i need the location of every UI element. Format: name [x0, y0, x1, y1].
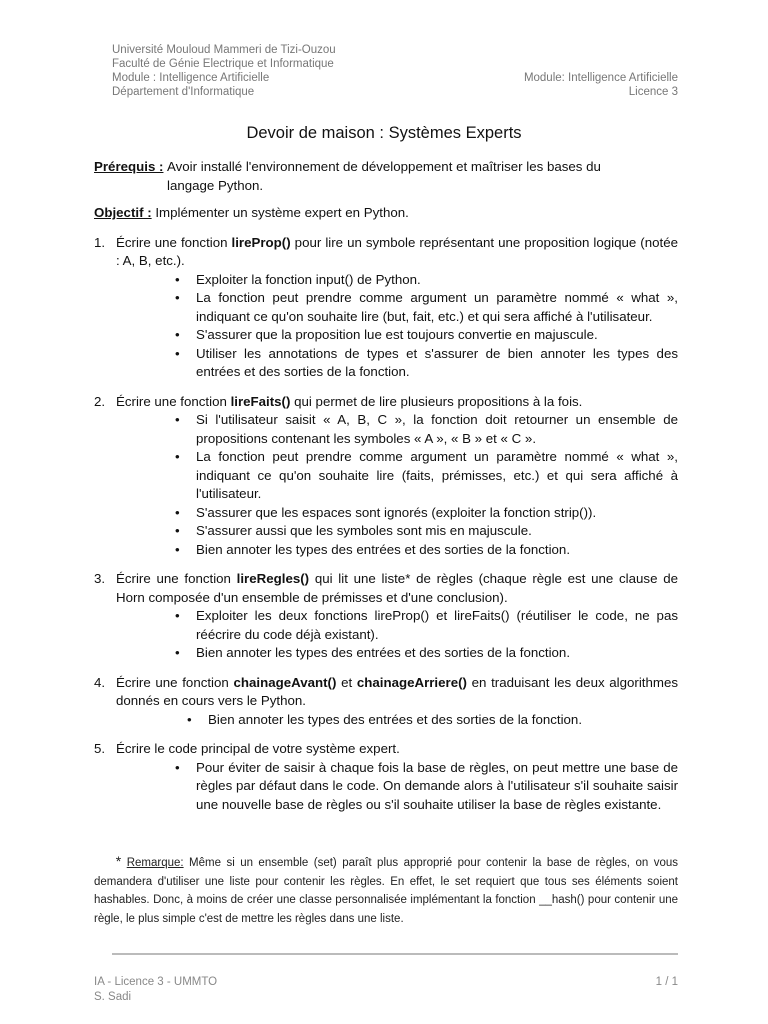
- faculty-name: Faculté de Génie Electrique et Informatique: [112, 58, 334, 70]
- bullet-item: • S'assurer aussi que les symboles sont mis en majuscule.: [174, 522, 678, 541]
- function-name: lireRegles(): [236, 571, 310, 586]
- document-body: [94, 158, 678, 825]
- item-bullets: [174, 271, 678, 382]
- bullet-item: • Pour éviter de saisir à chaque fois la base de règles, on peut mettre une base de règles par défaut dans le code. On demande alors à l'utilisateur s'il souhaite saisir une nouvelle base de règles ou s'il souhaite utiliser la base de règles existante.: [174, 759, 678, 815]
- module-right: Module: Intelligence Artificielle: [523, 72, 678, 84]
- function-name: chainageAvant(): [233, 674, 337, 690]
- item-number: 3.: [94, 571, 106, 586]
- footer-author: S. Sadi: [94, 991, 132, 1003]
- department-name: Département d'Informatique: [112, 86, 255, 98]
- document-title: Devoir de maison : Systèmes Experts: [246, 124, 522, 142]
- objectif-text: Implémenter un système expert en Python.: [151, 205, 409, 220]
- item-number: 1.: [94, 234, 106, 250]
- exercise-item: [94, 570, 678, 663]
- function-name: lireFaits(): [230, 393, 291, 409]
- header-row-module: [112, 71, 678, 85]
- function-name: chainageArriere(): [356, 674, 467, 690]
- exercise-item: [94, 674, 678, 730]
- footer-row: [94, 975, 678, 990]
- prerequis-text-line2: langage Python.: [167, 177, 264, 193]
- bullet-item: • S'assurer que la proposition lue est toujours convertie en majuscule.: [174, 326, 678, 345]
- bullet-item: • Bien annoter les types des entrées et des sorties de la fonction.: [174, 644, 678, 663]
- bullet-item: • La fonction peut prendre comme argument un paramètre nommé « what », indiquant ce qu'on souhaite lire (but, fait, etc.) et qui sera affiché à l'utilisateur.: [174, 289, 678, 326]
- remark-text: Même si un ensemble (set) paraît plus approprié pour contenir la base de règles, on vous demandera d'utiliser une liste pour contenir les règles. En effet, le set requiert que tous ses éléments soient hashables. Donc, à moins de créer une classe personnalisée implémentant la fonction __hash() pour contenir une règle, le plus simple c'est de mettre les règles dans une liste.: [94, 857, 678, 925]
- item-text: Écrire une fonction lireRegles() qui lit une liste* de règles (chaque règle est une clause de Horn composée d'un ensemble de prémisses et d'une conclusion).: [116, 571, 678, 605]
- bullet-item: • S'assurer que les espaces sont ignorés (exploiter la fonction strip()).: [174, 504, 678, 523]
- document-header: [112, 43, 678, 99]
- item-bullets: [174, 759, 678, 815]
- item-text: Écrire une fonction chainageAvant() et chainageArriere() en traduisant les deux algorithmes donnés en cours vers le Python.: [116, 674, 679, 708]
- item-text: Écrire le code principal de votre système expert.: [116, 741, 400, 756]
- document-footer: [94, 975, 678, 1005]
- exercise-item: [94, 234, 678, 382]
- objectif-label: Objectif :: [94, 205, 152, 220]
- item-number: 2.: [94, 393, 106, 409]
- bullet-item: • Bien annoter les types des entrées et des sorties de la fonction.: [186, 711, 678, 730]
- header-row-department: [112, 85, 678, 99]
- item-bullets: [174, 411, 678, 559]
- bullet-item: • Exploiter les deux fonctions lireProp() et lireFaits() (réutiliser le code, ne pas réécrire du code déjà existant).: [174, 607, 678, 644]
- exercise-item: [94, 740, 678, 814]
- university-name: Université Mouloud Mammeri de Tizi-Ouzou: [112, 44, 336, 56]
- prerequis-label: Prérequis :: [94, 159, 164, 174]
- prerequis-section: [94, 158, 678, 177]
- bullet-item: • Bien annoter les types des entrées et des sorties de la fonction.: [174, 541, 678, 560]
- item-number: 4.: [94, 674, 106, 690]
- item-bullets: [186, 711, 678, 730]
- page-number: 1 / 1: [655, 976, 678, 988]
- bullet-item: • Si l'utilisateur saisit « A, B, C », la fonction doit retourner un ensemble de propositions contenant les symboles « A », « B » et « C ».: [174, 411, 678, 448]
- remark-label: Remarque:: [126, 857, 184, 869]
- footer-course: IA - Licence 3 - UMMTO: [94, 976, 218, 988]
- item-text: Écrire une fonction lireProp() pour lire un symbole représentant une proposition logique (notée : A, B, etc.).: [116, 234, 678, 268]
- level-label: Licence 3: [628, 86, 678, 98]
- module-left: Module : Intelligence Artificielle: [112, 72, 270, 84]
- exercise-item: [94, 393, 678, 560]
- exercise-list: [94, 234, 678, 815]
- item-bullets: [174, 607, 678, 663]
- bullet-item: • La fonction peut prendre comme argument un paramètre nommé « what », indiquant ce qu'on souhaite lire (faits, prémisses, etc.) et qui sera affiché à l'utilisateur.: [174, 448, 678, 504]
- prerequis-text-line1: Avoir installé l'environnement de développement et maîtriser les bases du: [167, 159, 601, 174]
- item-number: 5.: [94, 741, 106, 756]
- objectif-section: [94, 204, 678, 223]
- item-text: Écrire une fonction lireFaits() qui permet de lire plusieurs propositions à la fois.: [116, 393, 583, 409]
- bullet-item: • Utiliser les annotations de types et s'assurer de bien annoter les types des entrées et des sorties de la fonction.: [174, 345, 678, 382]
- footer-divider: [112, 953, 678, 955]
- remark-star: *: [115, 853, 122, 869]
- function-name: lireProp(): [231, 234, 291, 250]
- bullet-item: • Exploiter la fonction input() de Python.: [174, 271, 678, 290]
- remark-note: [94, 852, 678, 928]
